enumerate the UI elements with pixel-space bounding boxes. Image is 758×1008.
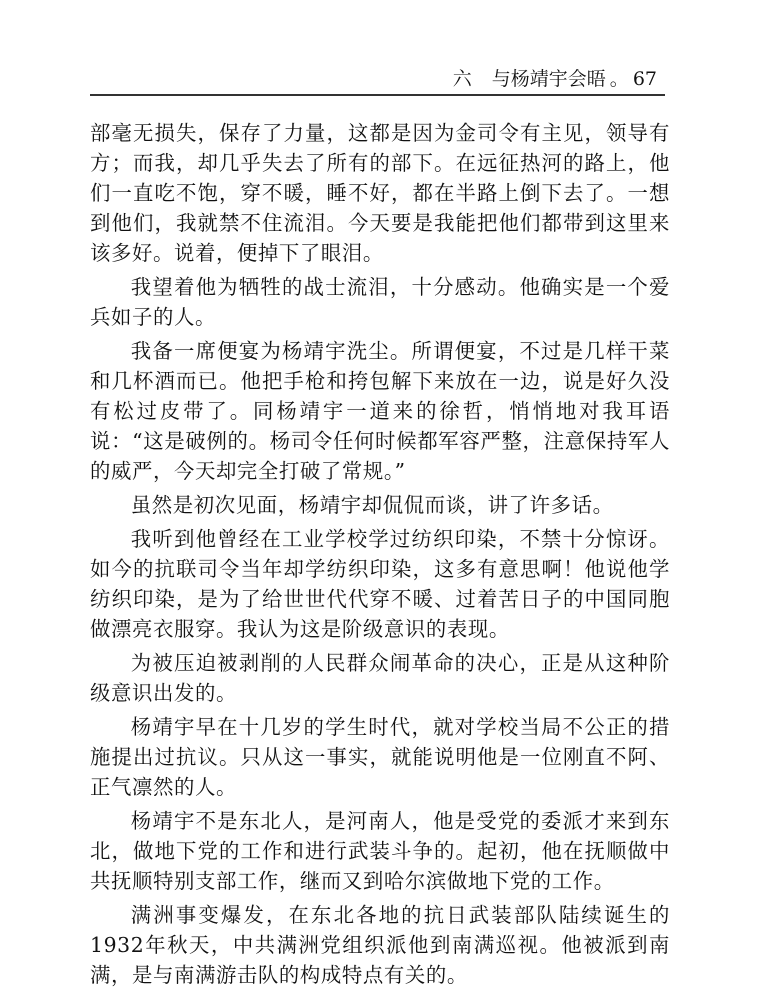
paragraph: 我备一席便宴为杨靖宇洗尘。所谓便宴，不过是几样干菜和几杯酒而已。他把手枪和挎包解下来放在一边，说是好久没有松过皮带了。同杨靖宇一道来的徐哲，悄悄地对我耳语说：“这是破例的。杨司令任何时候都军容严整，注意保持军人的威严，今天却完全打破了常规。” [90, 339, 670, 483]
running-header [90, 62, 665, 96]
paragraph: 虽然是初次见面，杨靖宇却侃侃而谈，讲了许多话。 [130, 493, 614, 517]
paragraph: 满洲事变爆发，在东北各地的抗日武装部队陆续诞生的1932年秋天，中共满洲党组织派他到南满巡视。他被派到南满，是与南满游击队的构成特点有关的。 [90, 903, 670, 987]
chapter-number: 六 [452, 68, 472, 90]
chapter-title: 与杨靖宇会晤 [491, 68, 606, 90]
paragraph: 杨靖宇早在十几岁的学生时代，就对学校当局不公正的措施提出过抗议。只从这一事实，就能说明他是一位刚直不阿、正气凛然的人。 [90, 715, 670, 799]
paragraph: 我望着他为牺牲的战士流泪，十分感动。他确实是一个爱兵如子的人。 [90, 275, 670, 329]
page-number: 67 [632, 68, 657, 90]
header-separator: 。 [609, 68, 629, 90]
body-text [90, 118, 670, 994]
header-text [453, 64, 657, 91]
paragraph: 杨靖宇不是东北人，是河南人，他是受党的委派才来到东北，做地下党的工作和进行武装斗争的。起初，他在抚顺做中共抚顺特别支部工作，继而又到哈尔滨做地下党的工作。 [90, 809, 670, 893]
paragraph: 我听到他曾经在工业学校学过纺织印染，不禁十分惊讶。如今的抗联司令当年却学纺织印染，这多有意思啊！他说他学纺织印染，是为了给世世代代穿不暖、过着苦日子的中国同胞做漂亮衣服穿。我认为这是阶级意识的表现。 [90, 527, 670, 641]
paragraph: 部毫无损失，保存了力量，这都是因为金司令有主见，领导有方；而我，却几乎失去了所有的部下。在远征热河的路上，他们一直吃不饱，穿不暖，睡不好，都在半路上倒下去了。一想到他们，我就禁不住流泪。今天要是我能把他们都带到这里来该多好。说着，便掉下了眼泪。 [90, 121, 670, 265]
paragraph: 为被压迫被剥削的人民群众闹革命的决心，正是从这种阶级意识出发的。 [90, 651, 670, 705]
